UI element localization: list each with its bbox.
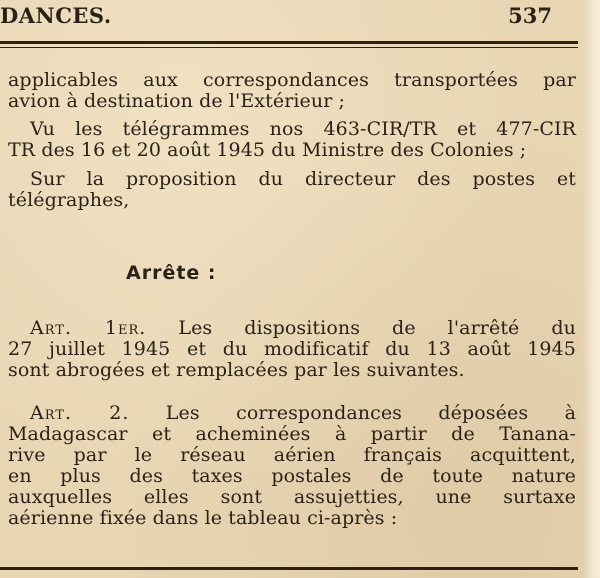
header-rule-thin [0, 47, 578, 48]
text-line: applicables aux correspondances transportées par [8, 69, 576, 91]
paragraph-telegrammes [8, 119, 576, 161]
running-title: DANCES. [0, 3, 112, 28]
text-line: auxquelles elles sont assujetties, une surtaxe [8, 486, 576, 508]
text-line: avion à destination de l'Extérieur ; [8, 90, 346, 112]
text-line: télégraphes, [8, 189, 130, 211]
header-rule-thick [0, 41, 578, 44]
article-2-first-line [8, 403, 576, 424]
text-line: Madagascar et acheminées à partir de Tanana- [8, 423, 576, 445]
text-line: sont abrogées et remplacées par les suivantes. [8, 359, 465, 381]
page-number: 537 [508, 3, 552, 28]
text-line: rive par le réseau aérien français acquittent, [8, 444, 576, 466]
text-line: Les correspondances déposées à [165, 402, 577, 424]
article-1 [8, 318, 576, 381]
text-line: 27 juillet 1945 et du modificatif du 13 août 1945 [8, 338, 576, 360]
article-2 [8, 403, 576, 529]
text-line: Vu les télégrammes nos 463-CIR/TR et 477-CIR [30, 118, 576, 140]
text-line: Les dispositions de l'arrêté du [178, 317, 577, 339]
article-1-first-line [8, 318, 576, 339]
paragraph-proposition [8, 169, 576, 211]
table-top-rule [0, 567, 578, 570]
text-line: Sur la proposition du directeur des postes et [30, 168, 576, 190]
article-1-label: Art. 1er. [30, 317, 147, 339]
text-line: aérienne fixée dans le tableau ci-après : [8, 507, 398, 529]
text-line: en plus des taxes postales de toute nature [8, 465, 576, 487]
text-line: TR des 16 et 20 août 1945 du Ministre des Colonies ; [8, 139, 527, 161]
section-heading-arrete: Arrête : [126, 262, 217, 284]
paragraph-applicables [8, 70, 576, 112]
page-edge [582, 0, 600, 578]
article-2-label: Art. 2. [30, 402, 130, 424]
